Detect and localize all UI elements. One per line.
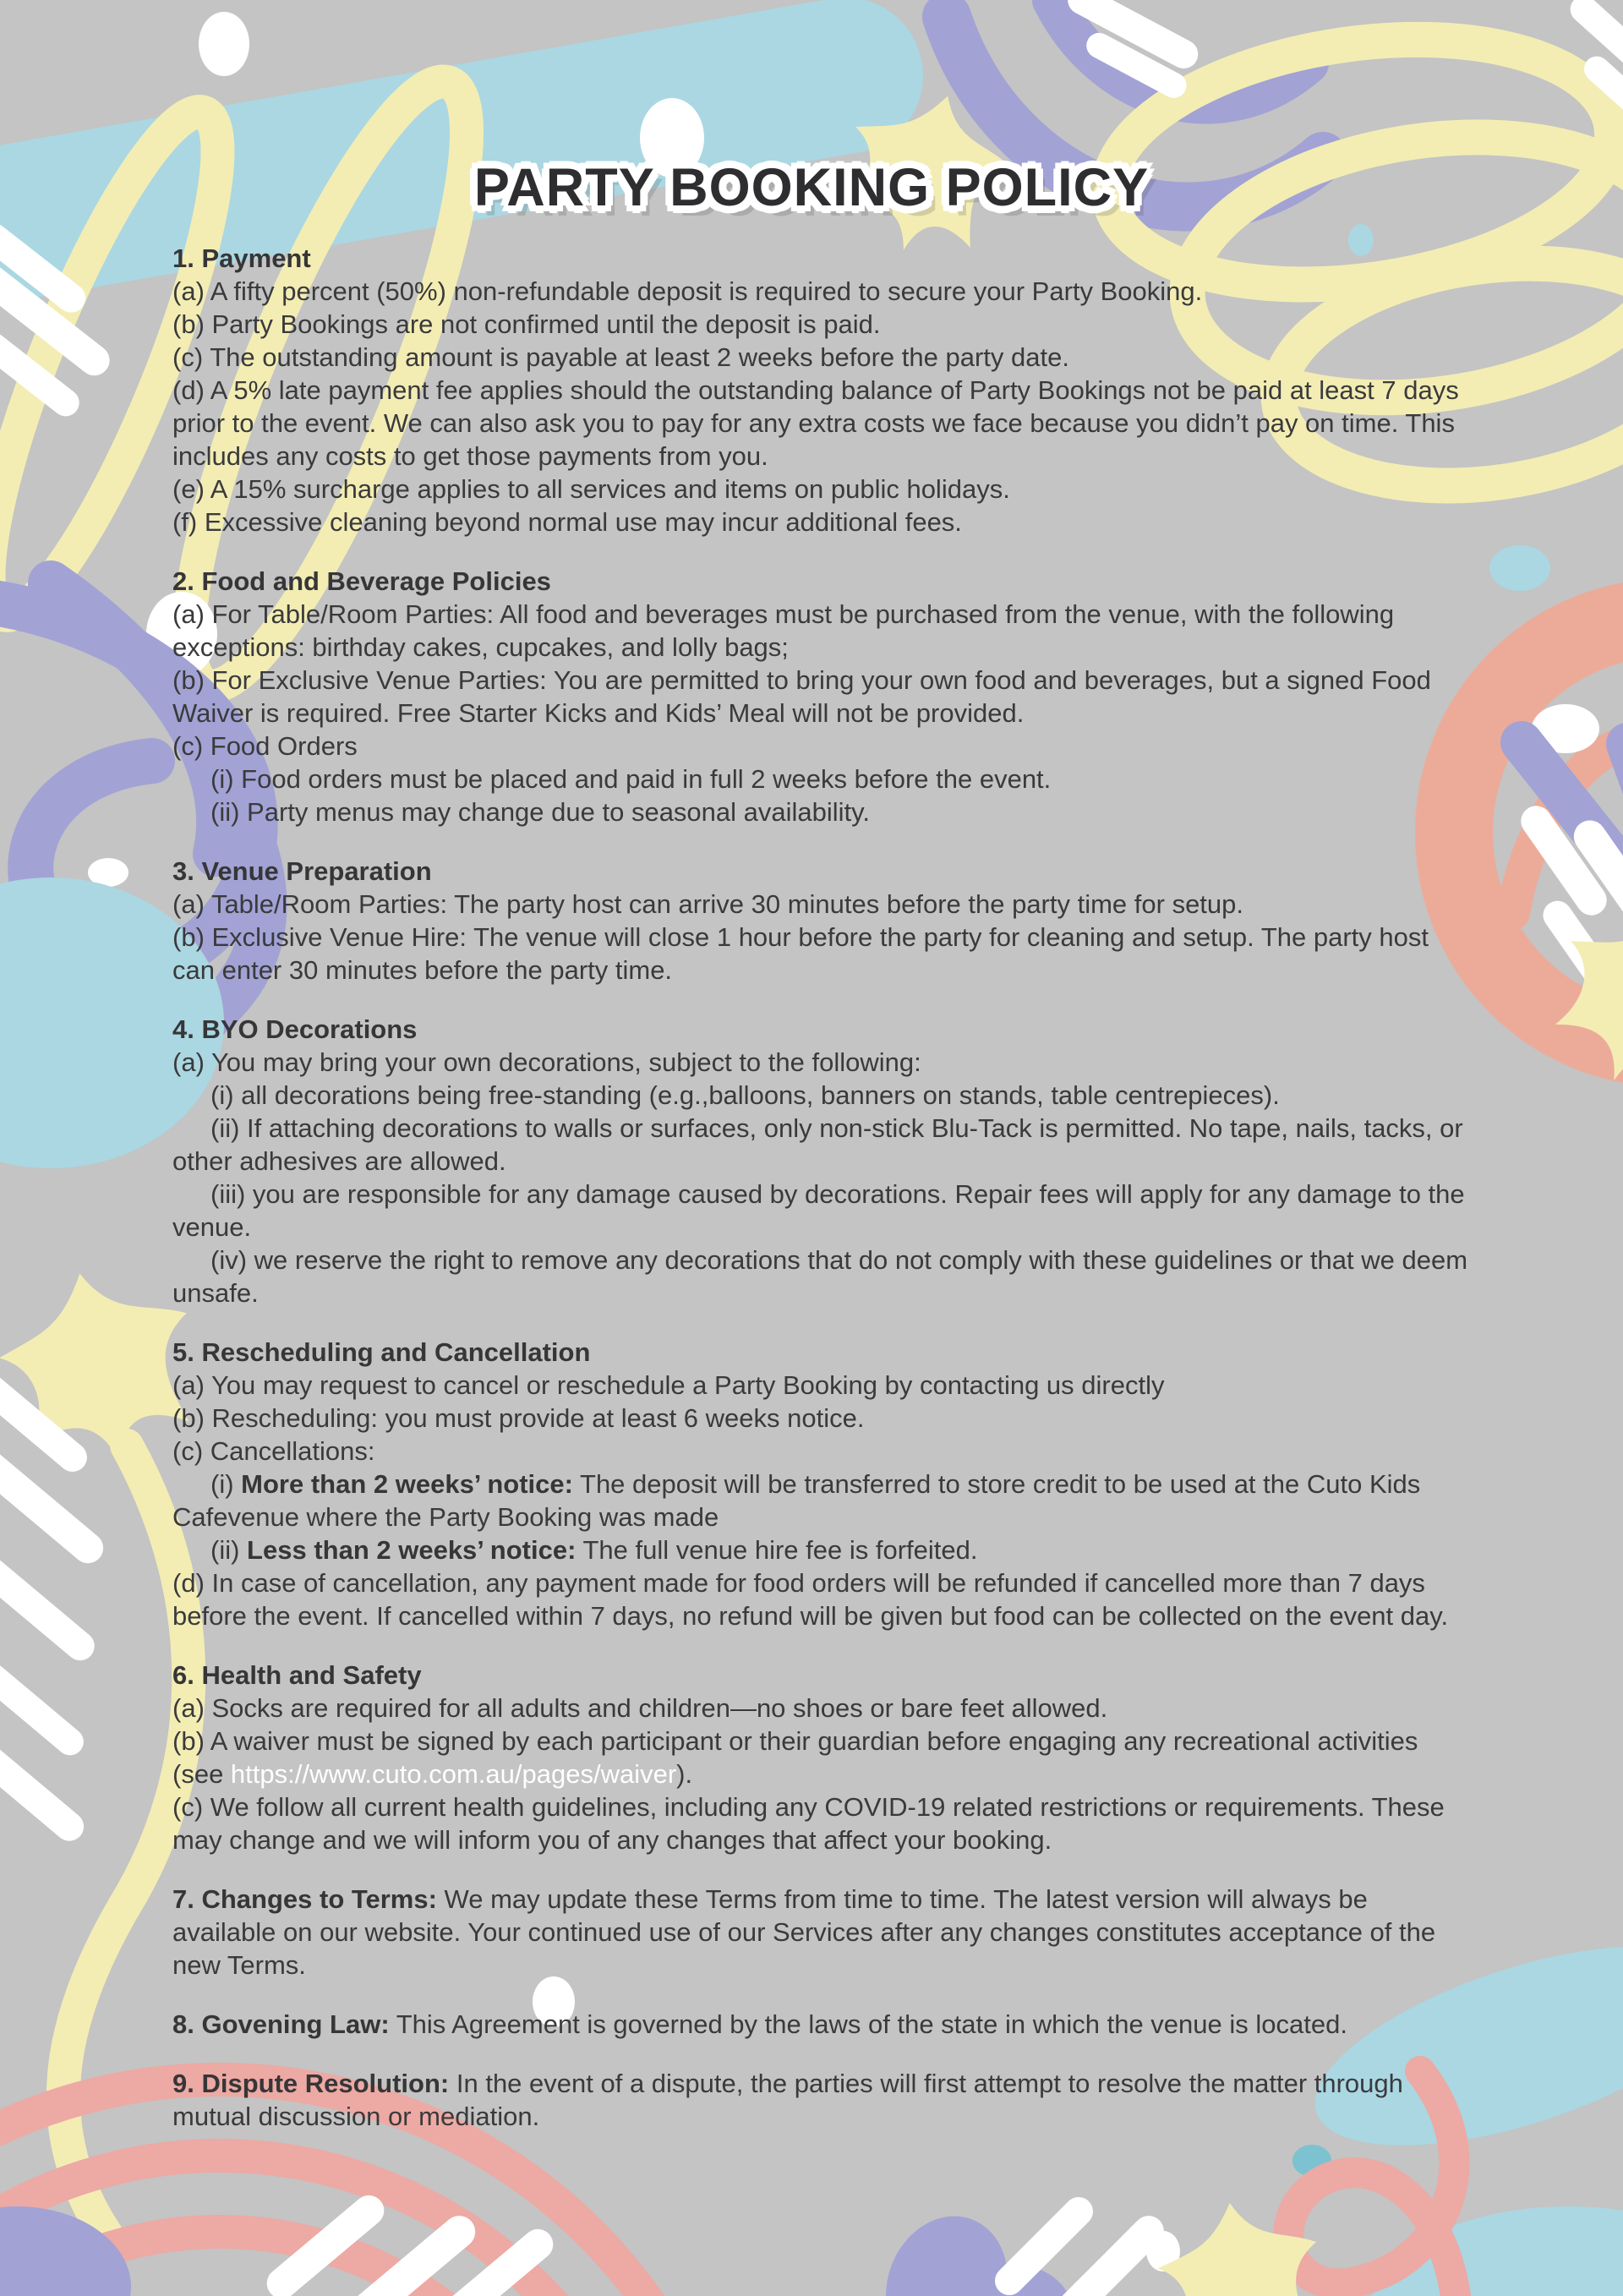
white-strokes-left [0,1369,109,1847]
policy-line [172,2008,1471,2041]
section-rescheduling-cancellation [172,1336,1471,1632]
policy-line: (e) A 15% surcharge applies to all services and items on public holidays. [172,474,1010,504]
policy-line: (b) For Exclusive Venue Parties: You are permitted to bring your own food and beverages, but a signed Food Waiver is required. Free Starter Kicks and Kids’ Meal will not be provided. [172,665,1431,728]
inline-section-heading: 7. Changes to Terms: [172,1884,437,1914]
policy-line: (a) You may request to cancel or reschedule a Party Booking by contacting us directly [172,1370,1165,1400]
policy-line [172,2067,1471,2133]
page-title: PARTY BOOKING POLICY [473,158,1150,217]
section-health-safety [172,1659,1471,1856]
section-payment [172,242,1471,538]
inline-section-text: In the event of a dispute, the parties will first attempt to resolve the matter through mutual discussion or mediation. [172,2069,1403,2131]
policy-line [172,1725,1471,1790]
section-changes-to-terms [172,1883,1471,1982]
policy-line: (c) Food Orders [172,731,358,761]
notice-text: The full venue hire fee is forfeited. [576,1535,978,1565]
item-marker: (i) [210,1469,242,1499]
notice-term: More than 2 weeks’ notice: [241,1469,573,1499]
policy-line [172,1883,1471,1982]
policy-subline: (ii) Party menus may change due to seasonal availability. [210,797,870,827]
policy-line: (b) Party Bookings are not confirmed until the deposit is paid. [172,309,881,339]
section-byo-decorations [172,1013,1471,1309]
policy-line: (c) Cancellations: [172,1436,375,1466]
policy-subline [172,1468,1471,1533]
waiver-text-before: (b) A waiver must be signed by each participant or their guardian before engaging any recreational activities (see [172,1726,1418,1789]
inline-section-heading: 9. Dispute Resolution: [172,2069,450,2098]
notice-text: The deposit will be transferred to store credit to be used at the Cuto Kids Cafevenue where the Party Booking was made [172,1469,1421,1532]
policy-subline [172,1533,1471,1566]
inline-section-heading: 8. Govening Law: [172,2009,390,2039]
policy-content [172,242,1471,2159]
inline-section-text: We may update these Terms from time to time. The latest version will always be available on our website. Your continued use of our Services after any changes constitutes acceptance of the new Terms. [172,1884,1436,1980]
policy-line: (b) Rescheduling: you must provide at least 6 weeks notice. [172,1403,865,1433]
section-venue-preparation [172,855,1471,987]
policy-subline: (i) Food orders must be placed and paid in full 2 weeks before the event. [210,764,1052,794]
waiver-link[interactable]: https://www.cuto.com.au/pages/waiver [230,1759,677,1789]
item-marker: (ii) [210,1535,248,1565]
section-dispute-resolution [172,2067,1471,2133]
policy-subline: (i) all decorations being free-standing (e.g.,balloons, banners on stands, table centrepieces). [210,1080,1280,1110]
policy-line: (f) Excessive cleaning beyond normal use may incur additional fees. [172,507,962,537]
policy-subline: (iv) we reserve the right to remove any decorations that do not comply with these guidelines or that we deem unsafe. [172,1245,1468,1308]
policy-line: (a) For Table/Room Parties: All food and beverages must be purchased from the venue, with the following exceptions: birthday cakes, cupcakes, and lolly bags; [172,599,1395,662]
policy-line: (d) A 5% late payment fee applies should the outstanding balance of Party Bookings not be paid at least 7 days prior to the event. We can also ask you to pay for any extra costs we face because you didn’t pay on time. This includes any costs to get those payments from you. [172,375,1459,471]
policy-line: (a) Table/Room Parties: The party host can arrive 30 minutes before the party time for setup. [172,889,1244,919]
section-heading-byo-decorations: 4. BYO Decorations [172,1014,418,1044]
section-heading-rescheduling-cancellation: 5. Rescheduling and Cancellation [172,1337,591,1367]
policy-line: (a) Socks are required for all adults and children—no shoes or bare feet allowed. [172,1693,1108,1723]
waiver-text-after: ). [676,1759,693,1789]
section-heading-health-safety: 6. Health and Safety [172,1660,422,1690]
policy-line: (c) We follow all current health guidelines, including any COVID-19 related restrictions or requirements. These may change and we will inform you of any changes that affect your booking. [172,1792,1445,1855]
section-heading-venue-preparation: 3. Venue Preparation [172,856,432,886]
section-heading-payment: 1. Payment [172,243,311,273]
policy-line: (a) A fifty percent (50%) non-refundable deposit is required to secure your Party Booking. [172,276,1203,306]
policy-line: (c) The outstanding amount is payable at least 2 weeks before the party date. [172,342,1069,372]
policy-line: (b) Exclusive Venue Hire: The venue will close 1 hour before the party for cleaning and setup. The party host can enter 30 minutes before the party time. [172,922,1429,985]
policy-subline: (iii) you are responsible for any damage caused by decorations. Repair fees will apply for any damage to the venue. [172,1179,1465,1242]
notice-term: Less than 2 weeks’ notice: [247,1535,577,1565]
section-food-beverage [172,565,1471,828]
policy-line: (d) In case of cancellation, any payment made for food orders will be refunded if cancelled more than 7 days before the event. If cancelled within 7 days, no refund will be given but food can be collected on the event day. [172,1568,1449,1631]
policy-subline: (ii) If attaching decorations to walls or surfaces, only non-stick Blu-Tack is permitted. No tape, nails, tacks, or other adhesives are allowed. [172,1113,1463,1176]
inline-section-text: This Agreement is governed by the laws of the state in which the venue is located. [389,2009,1347,2039]
policy-line: (a) You may bring your own decorations, subject to the following: [172,1047,921,1077]
section-heading-food-beverage: 2. Food and Beverage Policies [172,566,551,596]
section-governing-law [172,2008,1471,2041]
